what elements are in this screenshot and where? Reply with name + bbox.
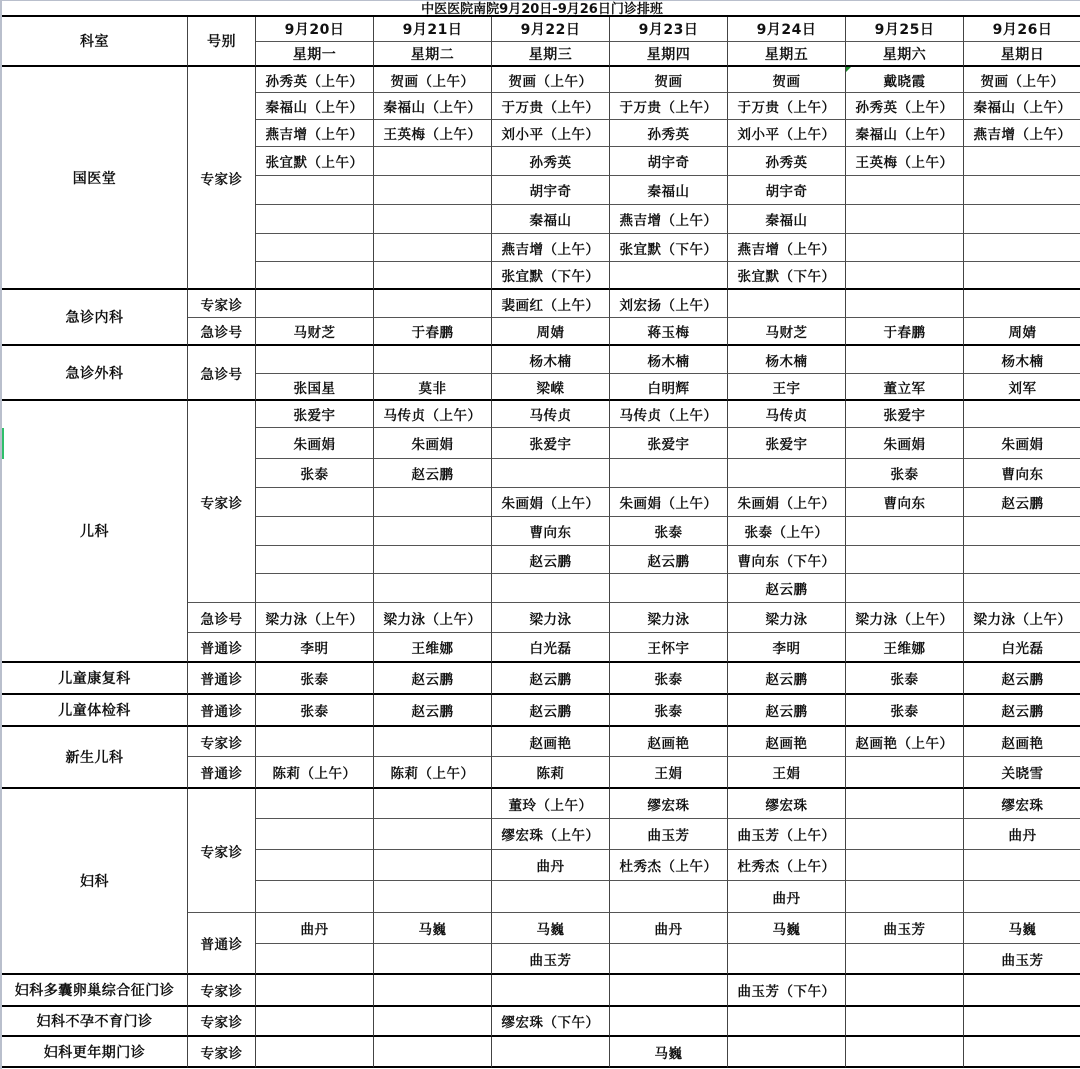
schedule-cell[interactable]: [374, 944, 492, 975]
schedule-cell[interactable]: [846, 234, 964, 262]
clinic-type-cell[interactable]: 普通诊: [188, 695, 256, 727]
schedule-cell[interactable]: 曲玉芳（上午）: [728, 819, 846, 850]
schedule-cell[interactable]: [374, 1007, 492, 1037]
department-cell[interactable]: 妇科多囊卵巢综合征门诊: [2, 975, 188, 1007]
department-cell[interactable]: 急诊外科: [2, 346, 188, 401]
schedule-cell[interactable]: [610, 574, 728, 603]
schedule-cell[interactable]: 裴画红（上午）: [492, 290, 610, 318]
schedule-cell[interactable]: 于万贵（上午）: [610, 93, 728, 120]
schedule-cell[interactable]: 缪宏珠（上午）: [492, 819, 610, 850]
schedule-cell[interactable]: [728, 944, 846, 975]
schedule-cell[interactable]: 杨木楠: [610, 346, 728, 374]
schedule-cell[interactable]: [374, 1037, 492, 1068]
schedule-cell[interactable]: [964, 546, 1080, 574]
schedule-cell[interactable]: [846, 1007, 964, 1037]
schedule-cell[interactable]: 贺画（上午）: [492, 67, 610, 93]
schedule-cell[interactable]: 赵画艳（上午）: [846, 727, 964, 757]
schedule-cell[interactable]: 王英梅（上午）: [374, 120, 492, 147]
schedule-cell[interactable]: 马财芝: [728, 318, 846, 346]
schedule-cell[interactable]: 刘小平（上午）: [492, 120, 610, 147]
schedule-cell[interactable]: 胡宇奇: [610, 147, 728, 176]
schedule-cell[interactable]: 秦福山（上午）: [374, 93, 492, 120]
schedule-cell[interactable]: [374, 176, 492, 205]
schedule-cell[interactable]: [374, 574, 492, 603]
schedule-cell[interactable]: 马巍: [728, 913, 846, 944]
schedule-cell[interactable]: 燕吉增（上午）: [256, 120, 374, 147]
schedule-cell[interactable]: 王英梅（上午）: [846, 147, 964, 176]
schedule-cell[interactable]: [256, 517, 374, 546]
date-header-4[interactable]: 9月23日: [610, 17, 728, 42]
department-cell[interactable]: 急诊内科: [2, 290, 188, 346]
schedule-cell[interactable]: 赵云鹏: [374, 695, 492, 727]
schedule-cell[interactable]: 赵画艳: [728, 727, 846, 757]
schedule-cell[interactable]: [728, 1037, 846, 1068]
schedule-cell[interactable]: [492, 574, 610, 603]
schedule-cell[interactable]: 梁力泳（上午）: [964, 603, 1080, 633]
weekday-header-2[interactable]: 星期二: [374, 42, 492, 67]
schedule-cell[interactable]: [374, 517, 492, 546]
schedule-cell[interactable]: [846, 517, 964, 546]
schedule-cell[interactable]: 赵云鹏: [610, 546, 728, 574]
schedule-cell[interactable]: 梁力泳（上午）: [846, 603, 964, 633]
department-cell[interactable]: 儿童体检科: [2, 695, 188, 727]
weekday-header-1[interactable]: 星期一: [256, 42, 374, 67]
schedule-cell[interactable]: [374, 147, 492, 176]
schedule-cell[interactable]: 杨木楠: [964, 346, 1080, 374]
schedule-cell[interactable]: [846, 819, 964, 850]
schedule-cell[interactable]: 杨木楠: [728, 346, 846, 374]
clinic-type-cell[interactable]: 专家诊: [188, 401, 256, 603]
schedule-cell[interactable]: [256, 727, 374, 757]
schedule-cell[interactable]: [374, 234, 492, 262]
schedule-cell[interactable]: 马传贞: [492, 401, 610, 428]
schedule-cell[interactable]: 王怀宇: [610, 633, 728, 663]
schedule-cell[interactable]: [846, 205, 964, 234]
schedule-cell[interactable]: 陈莉: [492, 757, 610, 789]
schedule-cell[interactable]: [964, 401, 1080, 428]
schedule-cell[interactable]: [610, 881, 728, 913]
schedule-cell[interactable]: 秦福山（上午）: [964, 93, 1080, 120]
schedule-cell[interactable]: 王娟: [728, 757, 846, 789]
schedule-cell[interactable]: 马巍: [610, 1037, 728, 1068]
schedule-cell[interactable]: 孙秀英: [492, 147, 610, 176]
department-cell[interactable]: 妇科不孕不育门诊: [2, 1007, 188, 1037]
schedule-cell[interactable]: [964, 176, 1080, 205]
schedule-cell[interactable]: 杜秀杰（上午）: [610, 850, 728, 881]
schedule-cell[interactable]: [964, 1007, 1080, 1037]
schedule-cell[interactable]: 曲玉芳: [610, 819, 728, 850]
schedule-cell[interactable]: 曲玉芳: [492, 944, 610, 975]
schedule-cell[interactable]: 燕吉增（上午）: [728, 234, 846, 262]
schedule-cell[interactable]: 张泰: [256, 459, 374, 488]
schedule-cell[interactable]: 张爱宇: [492, 428, 610, 459]
schedule-cell[interactable]: 缪宏珠: [610, 789, 728, 819]
schedule-cell[interactable]: 赵云鹏: [964, 663, 1080, 695]
schedule-cell[interactable]: 胡宇奇: [728, 176, 846, 205]
schedule-cell[interactable]: [256, 819, 374, 850]
header-type[interactable]: 号别: [188, 17, 256, 67]
schedule-cell[interactable]: 赵云鹏: [492, 695, 610, 727]
schedule-cell[interactable]: 贺画: [610, 67, 728, 93]
schedule-cell[interactable]: 朱画娟: [964, 428, 1080, 459]
schedule-cell[interactable]: 张爱宇: [256, 401, 374, 428]
department-cell[interactable]: 国医堂: [2, 67, 188, 290]
schedule-cell[interactable]: 于春鹏: [374, 318, 492, 346]
schedule-cell[interactable]: [846, 975, 964, 1007]
schedule-cell[interactable]: 赵画艳: [610, 727, 728, 757]
schedule-cell[interactable]: [846, 262, 964, 290]
schedule-cell[interactable]: 孙秀英（上午）: [846, 93, 964, 120]
schedule-cell[interactable]: [846, 290, 964, 318]
schedule-cell[interactable]: [492, 1037, 610, 1068]
schedule-cell[interactable]: [846, 789, 964, 819]
department-cell[interactable]: 新生儿科: [2, 727, 188, 789]
schedule-cell[interactable]: 张宜默（下午）: [492, 262, 610, 290]
schedule-cell[interactable]: [964, 205, 1080, 234]
schedule-cell[interactable]: [374, 346, 492, 374]
date-header-5[interactable]: 9月24日: [728, 17, 846, 42]
schedule-cell[interactable]: [728, 459, 846, 488]
date-header-3[interactable]: 9月22日: [492, 17, 610, 42]
schedule-cell[interactable]: 周婧: [964, 318, 1080, 346]
schedule-cell[interactable]: [256, 850, 374, 881]
schedule-cell[interactable]: [374, 205, 492, 234]
schedule-cell[interactable]: 秦福山: [610, 176, 728, 205]
department-cell[interactable]: 儿科: [2, 401, 188, 663]
schedule-cell[interactable]: 王维娜: [846, 633, 964, 663]
schedule-cell[interactable]: 马巍: [964, 913, 1080, 944]
schedule-cell[interactable]: 赵云鹏: [728, 695, 846, 727]
schedule-cell[interactable]: 秦福山: [728, 205, 846, 234]
schedule-cell[interactable]: [964, 850, 1080, 881]
schedule-cell[interactable]: [610, 944, 728, 975]
schedule-cell[interactable]: 刘宏扬（上午）: [610, 290, 728, 318]
schedule-cell[interactable]: 杨木楠: [492, 346, 610, 374]
schedule-cell[interactable]: 张爱宇: [610, 428, 728, 459]
schedule-cell[interactable]: 董玲（上午）: [492, 789, 610, 819]
schedule-cell[interactable]: [846, 757, 964, 789]
clinic-type-cell[interactable]: 专家诊: [188, 1007, 256, 1037]
schedule-cell[interactable]: 张宜默（下午）: [728, 262, 846, 290]
department-cell[interactable]: 儿童康复科: [2, 663, 188, 695]
clinic-type-cell[interactable]: 普通诊: [188, 913, 256, 975]
schedule-cell[interactable]: 胡宇奇: [492, 176, 610, 205]
schedule-cell[interactable]: [256, 234, 374, 262]
schedule-cell[interactable]: 燕吉增（上午）: [492, 234, 610, 262]
schedule-cell[interactable]: 曲丹: [964, 819, 1080, 850]
schedule-cell[interactable]: [256, 1037, 374, 1068]
schedule-cell[interactable]: 王维娜: [374, 633, 492, 663]
weekday-header-5[interactable]: 星期五: [728, 42, 846, 67]
schedule-cell[interactable]: 贺画: [728, 67, 846, 93]
schedule-cell[interactable]: [964, 234, 1080, 262]
schedule-cell[interactable]: 赵云鹏: [728, 663, 846, 695]
schedule-cell[interactable]: 王宇: [728, 374, 846, 401]
schedule-cell[interactable]: 白明辉: [610, 374, 728, 401]
date-header-7[interactable]: 9月26日: [964, 17, 1080, 42]
schedule-cell[interactable]: [256, 881, 374, 913]
schedule-cell[interactable]: 张泰: [610, 663, 728, 695]
schedule-cell[interactable]: 曹向东: [492, 517, 610, 546]
schedule-cell[interactable]: 贺画（上午）: [964, 67, 1080, 93]
schedule-cell[interactable]: 梁力泳: [728, 603, 846, 633]
clinic-type-cell[interactable]: 普通诊: [188, 663, 256, 695]
schedule-cell[interactable]: 赵云鹏: [492, 546, 610, 574]
schedule-cell[interactable]: [610, 459, 728, 488]
schedule-cell[interactable]: 张泰: [610, 517, 728, 546]
weekday-header-4[interactable]: 星期四: [610, 42, 728, 67]
schedule-cell[interactable]: 朱画娟: [374, 428, 492, 459]
schedule-cell[interactable]: [846, 881, 964, 913]
schedule-cell[interactable]: 缪宏珠: [964, 789, 1080, 819]
schedule-cell[interactable]: 梁嵘: [492, 374, 610, 401]
date-header-2[interactable]: 9月21日: [374, 17, 492, 42]
schedule-cell[interactable]: 曲丹: [492, 850, 610, 881]
schedule-cell[interactable]: 朱画娟（上午）: [492, 488, 610, 517]
header-dept[interactable]: 科室: [2, 17, 188, 67]
schedule-cell[interactable]: [610, 975, 728, 1007]
schedule-cell[interactable]: 曲玉芳: [964, 944, 1080, 975]
schedule-cell[interactable]: 白光磊: [964, 633, 1080, 663]
schedule-cell[interactable]: [492, 881, 610, 913]
schedule-cell[interactable]: [374, 975, 492, 1007]
schedule-cell[interactable]: 张泰: [610, 695, 728, 727]
schedule-cell[interactable]: 燕吉增（上午）: [964, 120, 1080, 147]
schedule-cell[interactable]: 杜秀杰（上午）: [728, 850, 846, 881]
schedule-cell[interactable]: 张泰: [846, 663, 964, 695]
schedule-cell[interactable]: 孙秀英: [610, 120, 728, 147]
schedule-cell[interactable]: 缪宏珠（下午）: [492, 1007, 610, 1037]
schedule-cell[interactable]: 于万贵（上午）: [728, 93, 846, 120]
schedule-cell[interactable]: 朱画娟: [846, 428, 964, 459]
schedule-cell[interactable]: 张国星: [256, 374, 374, 401]
schedule-cell[interactable]: 梁力泳（上午）: [374, 603, 492, 633]
schedule-cell[interactable]: 曲玉芳: [846, 913, 964, 944]
clinic-type-cell[interactable]: 专家诊: [188, 290, 256, 318]
clinic-type-cell[interactable]: 专家诊: [188, 67, 256, 290]
schedule-cell[interactable]: [964, 290, 1080, 318]
clinic-type-cell[interactable]: 专家诊: [188, 1037, 256, 1068]
schedule-cell[interactable]: [964, 574, 1080, 603]
schedule-cell[interactable]: 马传贞（上午）: [374, 401, 492, 428]
schedule-cell[interactable]: 赵云鹏: [374, 663, 492, 695]
date-header-1[interactable]: 9月20日: [256, 17, 374, 42]
schedule-cell[interactable]: 孙秀英: [728, 147, 846, 176]
schedule-cell[interactable]: 董立军: [846, 374, 964, 401]
schedule-cell[interactable]: [256, 546, 374, 574]
schedule-cell[interactable]: [374, 290, 492, 318]
schedule-cell[interactable]: 马巍: [492, 913, 610, 944]
schedule-cell[interactable]: [846, 176, 964, 205]
schedule-cell[interactable]: 白光磊: [492, 633, 610, 663]
schedule-cell[interactable]: 燕吉增（上午）: [610, 205, 728, 234]
schedule-cell[interactable]: 曲丹: [610, 913, 728, 944]
schedule-cell[interactable]: 曹向东: [964, 459, 1080, 488]
schedule-cell[interactable]: 马巍: [374, 913, 492, 944]
schedule-cell[interactable]: 赵云鹏: [728, 574, 846, 603]
schedule-cell[interactable]: [374, 850, 492, 881]
weekday-header-7[interactable]: 星期日: [964, 42, 1080, 67]
clinic-type-cell[interactable]: 急诊号: [188, 603, 256, 633]
clinic-type-cell[interactable]: 专家诊: [188, 727, 256, 757]
schedule-cell[interactable]: [846, 850, 964, 881]
schedule-cell[interactable]: [374, 262, 492, 290]
schedule-cell[interactable]: 曲丹: [728, 881, 846, 913]
schedule-cell[interactable]: [256, 574, 374, 603]
schedule-cell[interactable]: [846, 546, 964, 574]
schedule-cell[interactable]: [964, 881, 1080, 913]
schedule-cell[interactable]: 贺画（上午）: [374, 67, 492, 93]
schedule-cell[interactable]: [728, 1007, 846, 1037]
schedule-cell[interactable]: [846, 944, 964, 975]
schedule-cell[interactable]: [256, 205, 374, 234]
schedule-cell[interactable]: 梁力泳: [610, 603, 728, 633]
schedule-cell[interactable]: 于春鹏: [846, 318, 964, 346]
clinic-type-cell[interactable]: 急诊号: [188, 318, 256, 346]
schedule-cell[interactable]: 梁力泳（上午）: [256, 603, 374, 633]
schedule-cell[interactable]: 马财芝: [256, 318, 374, 346]
clinic-type-cell[interactable]: 急诊号: [188, 346, 256, 401]
schedule-cell[interactable]: [846, 1037, 964, 1068]
schedule-cell[interactable]: [610, 262, 728, 290]
schedule-cell[interactable]: [374, 727, 492, 757]
schedule-cell[interactable]: [256, 488, 374, 517]
schedule-title: 中医医院南院9月20日-9月26日门诊排班: [2, 0, 1080, 17]
schedule-cell[interactable]: 刘军: [964, 374, 1080, 401]
schedule-cell[interactable]: [846, 346, 964, 374]
schedule-cell[interactable]: [846, 574, 964, 603]
schedule-cell[interactable]: [374, 789, 492, 819]
schedule-cell[interactable]: 张宜默（上午）: [256, 147, 374, 176]
schedule-cell[interactable]: 曹向东（下午）: [728, 546, 846, 574]
department-cell[interactable]: 妇科: [2, 789, 188, 975]
schedule-cell[interactable]: 张泰: [846, 695, 964, 727]
schedule-cell[interactable]: 关晓雪: [964, 757, 1080, 789]
row-selection-accent: [2, 428, 4, 459]
clinic-type-cell[interactable]: 普通诊: [188, 757, 256, 789]
schedule-cell[interactable]: [256, 944, 374, 975]
schedule-cell[interactable]: [256, 176, 374, 205]
schedule-cell[interactable]: 张爱宇: [846, 401, 964, 428]
schedule-cell[interactable]: 陈莉（上午）: [256, 757, 374, 789]
schedule-cell[interactable]: 赵云鹏: [964, 488, 1080, 517]
schedule-cell[interactable]: [964, 1037, 1080, 1068]
clinic-type-cell[interactable]: 专家诊: [188, 789, 256, 913]
schedule-cell[interactable]: [728, 290, 846, 318]
date-header-6[interactable]: 9月25日: [846, 17, 964, 42]
schedule-cell[interactable]: [374, 546, 492, 574]
schedule-cell[interactable]: 戴晓霞: [846, 67, 964, 93]
schedule-cell[interactable]: 赵云鹏: [492, 663, 610, 695]
schedule-cell[interactable]: 李明: [728, 633, 846, 663]
schedule-cell[interactable]: 赵画艳: [492, 727, 610, 757]
schedule-cell[interactable]: [492, 975, 610, 1007]
schedule-cell[interactable]: 缪宏珠: [728, 789, 846, 819]
clinic-type-cell[interactable]: 普通诊: [188, 633, 256, 663]
schedule-cell[interactable]: 王娟: [610, 757, 728, 789]
schedule-cell[interactable]: [374, 881, 492, 913]
schedule-cell[interactable]: 赵画艳: [964, 727, 1080, 757]
schedule-cell[interactable]: 张泰: [256, 695, 374, 727]
schedule-cell[interactable]: 朱画娟（上午）: [728, 488, 846, 517]
schedule-cell[interactable]: [256, 290, 374, 318]
schedule-cell[interactable]: 张泰: [256, 663, 374, 695]
schedule-cell[interactable]: 马传贞: [728, 401, 846, 428]
weekday-header-3[interactable]: 星期三: [492, 42, 610, 67]
schedule-cell[interactable]: [256, 262, 374, 290]
schedule-cell[interactable]: 张宜默（下午）: [610, 234, 728, 262]
schedule-cell[interactable]: 张泰: [846, 459, 964, 488]
schedule-cell[interactable]: 朱画娟: [256, 428, 374, 459]
schedule-cell[interactable]: 梁力泳: [492, 603, 610, 633]
schedule-cell[interactable]: 周婧: [492, 318, 610, 346]
department-cell[interactable]: 妇科更年期门诊: [2, 1037, 188, 1068]
schedule-cell[interactable]: 于万贵（上午）: [492, 93, 610, 120]
schedule-cell[interactable]: 张爱宇: [728, 428, 846, 459]
schedule-cell[interactable]: 莫非: [374, 374, 492, 401]
schedule-cell[interactable]: [256, 346, 374, 374]
schedule-cell[interactable]: [964, 975, 1080, 1007]
schedule-cell[interactable]: 赵云鹏: [964, 695, 1080, 727]
schedule-cell[interactable]: [492, 459, 610, 488]
schedule-cell[interactable]: 蒋玉梅: [610, 318, 728, 346]
schedule-cell[interactable]: 秦福山: [492, 205, 610, 234]
schedule-cell[interactable]: 曲玉芳（下午）: [728, 975, 846, 1007]
schedule-cell[interactable]: [374, 819, 492, 850]
schedule-cell[interactable]: [256, 789, 374, 819]
schedule-cell[interactable]: 孙秀英（上午）: [256, 67, 374, 93]
schedule-cell[interactable]: [964, 147, 1080, 176]
schedule-cell[interactable]: [256, 975, 374, 1007]
schedule-cell[interactable]: 张泰（上午）: [728, 517, 846, 546]
comment-marker: [846, 67, 851, 72]
schedule-cell[interactable]: 李明: [256, 633, 374, 663]
schedule-cell[interactable]: 秦福山（上午）: [846, 120, 964, 147]
schedule-cell[interactable]: 秦福山（上午）: [256, 93, 374, 120]
schedule-cell[interactable]: [610, 1007, 728, 1037]
schedule-cell[interactable]: 曹向东: [846, 488, 964, 517]
schedule-cell[interactable]: [256, 1007, 374, 1037]
clinic-type-cell[interactable]: 专家诊: [188, 975, 256, 1007]
schedule-cell[interactable]: 刘小平（上午）: [728, 120, 846, 147]
schedule-cell[interactable]: [374, 488, 492, 517]
schedule-cell[interactable]: 陈莉（上午）: [374, 757, 492, 789]
schedule-cell[interactable]: [964, 262, 1080, 290]
schedule-cell[interactable]: [964, 517, 1080, 546]
schedule-cell[interactable]: 赵云鹏: [374, 459, 492, 488]
schedule-cell[interactable]: 马传贞（上午）: [610, 401, 728, 428]
schedule-cell[interactable]: 朱画娟（上午）: [610, 488, 728, 517]
schedule-cell[interactable]: 曲丹: [256, 913, 374, 944]
weekday-header-6[interactable]: 星期六: [846, 42, 964, 67]
